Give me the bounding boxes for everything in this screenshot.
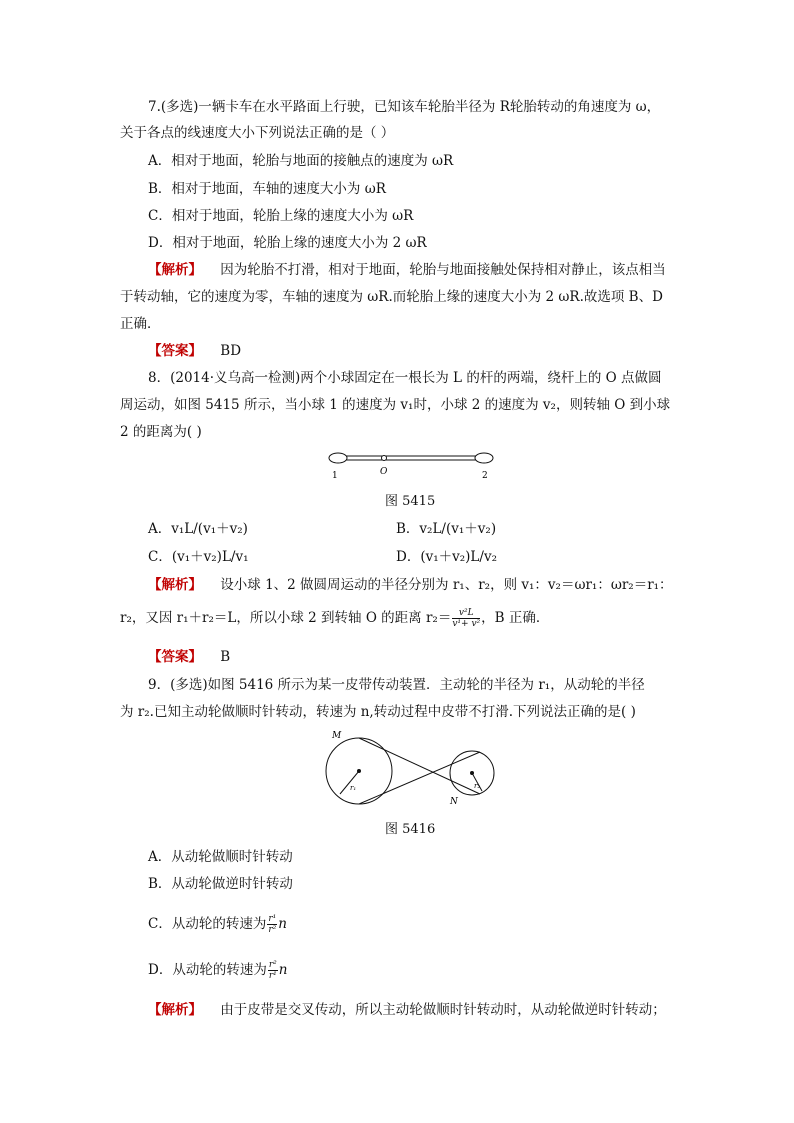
q9-option-a: A．从动轮做顺时针转动 bbox=[148, 849, 293, 865]
q9-option-b: B．从动轮做逆时针转动 bbox=[148, 876, 293, 892]
q7-option-b: B．相对于地面，车轴的速度大小为 ωR bbox=[148, 181, 386, 197]
q7-stem-line1: 7.(多选)一辆卡车在水平路面上行驶，已知该车轮胎半径为 R轮胎转动的角速度为 ω， bbox=[148, 99, 661, 115]
q8-analysis-text2: r₂，又因 r₁＋r₂＝L，所以小球 2 到转轴 O 的距离 r₂＝ bbox=[120, 610, 452, 626]
belt-drive-figure bbox=[322, 726, 498, 808]
label-ball-2: 2 bbox=[482, 471, 488, 481]
label-n: N bbox=[450, 797, 458, 807]
rod-figure bbox=[322, 448, 502, 482]
q9-analysis-text1: 由于皮带是交叉传动，所以主动轮做顺时针转动时，从动轮做逆时针转动； bbox=[220, 1002, 666, 1018]
pivot-o bbox=[382, 456, 387, 461]
q9-option-d-text: D．从动轮的转速为 bbox=[148, 962, 267, 978]
q8-analysis-line1 bbox=[148, 576, 673, 594]
q7-answer-value: BD bbox=[220, 343, 242, 359]
label-r1: r₁ bbox=[350, 784, 357, 792]
q8-option-b: B．v₂L/(v₁＋v₂) bbox=[396, 521, 497, 537]
q8-analysis-line2 bbox=[120, 606, 549, 630]
q9-option-d bbox=[148, 956, 287, 984]
label-r2: r₂ bbox=[474, 782, 481, 790]
fraction-d: $\frac{\text{r²}}{\text{r¹}}$ bbox=[268, 960, 277, 981]
analysis-tag: 【解析】 bbox=[148, 577, 202, 593]
q8-stem-line1: 8．(2014·义乌高一检测)两个小球固定在一根长为 L 的杆的两端，绕杆上的 O 点做圆 bbox=[148, 370, 662, 386]
analysis-tag: 【解析】 bbox=[148, 1002, 202, 1018]
q8-stem-line2: 周运动，如图 5415 所示，当小球 1 的速度为 v₁时，小球 2 的速度为 v₂，则转轴 O 到小球 bbox=[120, 397, 671, 413]
q7-analysis-line3: 正确． bbox=[120, 316, 161, 332]
q8-answer bbox=[148, 648, 230, 666]
label-pivot-o: O bbox=[380, 467, 388, 477]
q8-option-c: C．(v₁＋v₂)L/v₁ bbox=[148, 549, 249, 565]
figure-caption-5416: 图 5416 bbox=[385, 822, 436, 837]
analysis-tag: 【解析】 bbox=[148, 262, 202, 278]
q8-analysis-text1: 设小球 1、2 做圆周运动的半径分别为 r₁、r₂，则 v₁：v₂＝ωr₁：ωr₂＝r₁： bbox=[220, 577, 673, 593]
answer-tag: 【答案】 bbox=[148, 649, 202, 665]
q7-stem-line2: 关于各点的线速度大小下列说法正确的是（ ） bbox=[120, 125, 395, 141]
ball-1 bbox=[329, 453, 347, 463]
q8-stem-line3: 2 的距离为( ) bbox=[120, 424, 202, 440]
q7-option-d: D．相对于地面，轮胎上缘的速度大小为 2 ωR bbox=[148, 235, 427, 251]
q9-stem-line1: 9．(多选)如图 5416 所示为某一皮带传动装置．主动轮的半径为 r₁，从动轮的半径 bbox=[148, 677, 645, 693]
q9-option-d-n: n bbox=[278, 962, 288, 978]
fraction-r2: $\frac{\text{v²L}}{\text{v¹+ v²}}$ bbox=[452, 608, 481, 629]
q8-option-d: D．(v₁＋v₂)L/v₂ bbox=[396, 549, 497, 565]
q7-option-c: C．相对于地面，轮胎上缘的速度大小为 ωR bbox=[148, 208, 414, 224]
q9-stem-line2: 为 r₂.已知主动轮做顺时针转动，转速为 n,转动过程中皮带不打滑.下列说法正确的是( ) bbox=[120, 704, 636, 720]
q9-option-c-text: C．从动轮的转速为 bbox=[148, 916, 267, 932]
ball-2 bbox=[475, 453, 493, 463]
label-ball-1: 1 bbox=[332, 471, 338, 481]
q7-analysis-text1: 因为轮胎不打滑，相对于地面，轮胎与地面接触处保持相对静止，该点相当 bbox=[220, 262, 666, 278]
q8-analysis-text2-end: ，B 正确． bbox=[481, 610, 550, 626]
q7-analysis-line2: 于转动轴，它的速度为零，车轴的速度为 ωR.而轮胎上缘的速度大小为 2 ωR.故选项 B、D bbox=[120, 289, 663, 305]
q9-analysis-line1 bbox=[148, 1001, 666, 1019]
answer-tag: 【答案】 bbox=[148, 343, 202, 359]
fraction-c: $\frac{\text{r¹}}{\text{r²}}$ bbox=[268, 914, 277, 935]
label-m: M bbox=[332, 731, 342, 741]
q9-option-c-n: n bbox=[278, 916, 287, 932]
figure-caption-5415: 图 5415 bbox=[385, 494, 436, 509]
q7-answer bbox=[148, 342, 241, 360]
rod bbox=[344, 456, 484, 460]
q9-option-c bbox=[148, 910, 287, 938]
q7-analysis-line1 bbox=[148, 261, 666, 279]
q8-answer-value: B bbox=[220, 649, 231, 665]
q7-option-a: A．相对于地面，轮胎与地面的接触点的速度为 ωR bbox=[148, 153, 454, 169]
q8-option-a: A．v₁L/(v₁＋v₂) bbox=[148, 521, 248, 537]
